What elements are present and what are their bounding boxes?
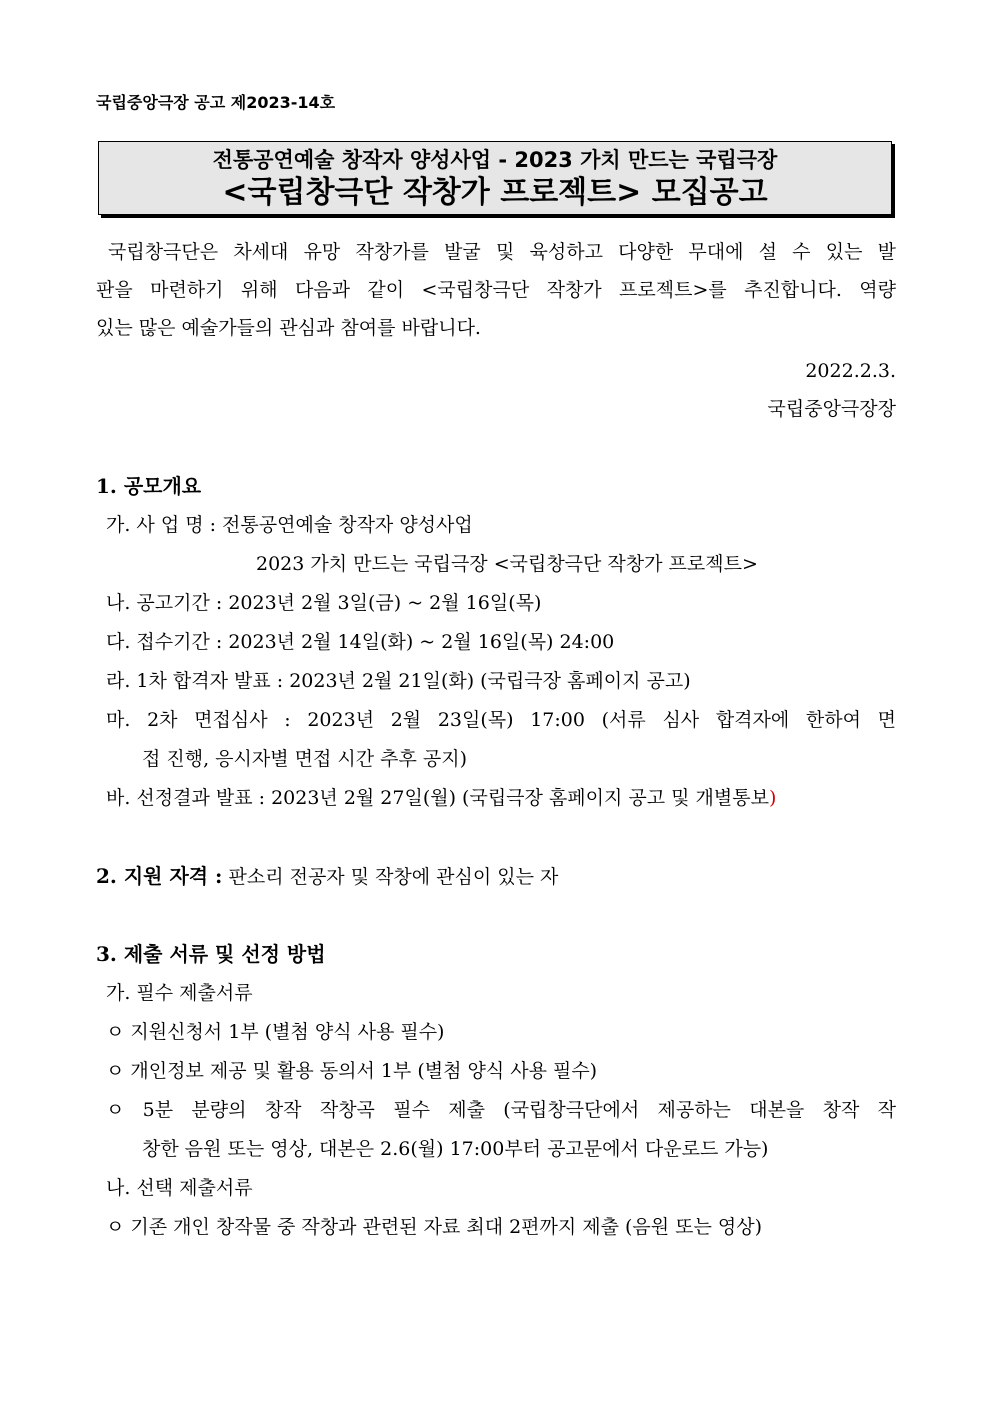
section-3-sub-a: 가. 필수 제출서류 — [106, 982, 253, 1004]
section-1-item: 2023 가치 만드는 국립극장 <국립창극단 작창가 프로젝트> — [256, 553, 758, 575]
section-1-item: 나. 공고기간 : 2023년 2월 3일(금) ~ 2월 16일(목) — [106, 592, 542, 614]
list-item: 창한 음원 또는 영상, 대본은 2.6(월) 17:00부터 공고문에서 다운로드 가능) — [142, 1138, 769, 1160]
list-item: ㅇ 기존 개인 창작물 중 작창과 관련된 자료 최대 2편까지 제출 (음원 또는 영상) — [106, 1216, 763, 1238]
section-2 — [96, 857, 558, 896]
intro-line-3: 있는 많은 예술가들의 관심과 참여를 바랍니다. — [96, 317, 481, 339]
list-item: ㅇ 지원신청서 1부 (별첨 양식 사용 필수) — [106, 1021, 445, 1043]
notice-number: 국립중앙극장 공고 제2023-14호 — [96, 93, 336, 112]
issuer: 국립중앙극장장 — [767, 398, 896, 420]
intro-line-2: 판을 마련하기 위해 다음과 같이 <국립창극단 작창가 프로젝트>를 추진합니다. 역량 — [96, 279, 896, 301]
notice-date: 2022.2.3. — [805, 360, 896, 382]
section-1-item: 마. 2차 면접심사 : 2023년 2월 23일(목) 17:00 (서류 심사 합격자에 한하여 면 — [106, 709, 896, 731]
list-item: ㅇ 5분 분량의 창작 작창곡 필수 제출 (국립창극단에서 제공하는 대본을 창작 작 — [106, 1099, 896, 1121]
section-3-title: 3. 제출 서류 및 선정 방법 — [96, 942, 326, 966]
section-3-sub-b: 나. 선택 제출서류 — [106, 1177, 253, 1199]
section-2-title: 2. 지원 자격 : — [96, 864, 223, 888]
section-1-item: 접 진행, 응시자별 면접 시간 추후 공지) — [142, 748, 468, 770]
title-line-1: 전통공연예술 창작자 양성사업 - 2023 가치 만드는 국립극장 — [212, 148, 778, 172]
intro-line-1: 국립창극단은 차세대 유망 작창가를 발굴 및 육성하고 다양한 무대에 설 수 있는 발 — [108, 241, 896, 263]
closing-paren: ) — [768, 787, 777, 809]
section-1-item: 라. 1차 합격자 발표 : 2023년 2월 21일(화) (국립극장 홈페이지 공고) — [106, 670, 691, 692]
section-1-item-text: 바. 선정결과 발표 : 2023년 2월 27일(월) (국립극장 홈페이지 공고 및 개별통보 — [106, 787, 769, 809]
section-1-item: 다. 접수기간 : 2023년 2월 14일(화) ~ 2월 16일(목) 24:00 — [106, 631, 615, 653]
section-1-title: 1. 공모개요 — [96, 474, 202, 498]
section-1-item — [106, 779, 776, 817]
section-1-item: 가. 사 업 명 : 전통공연예술 창작자 양성사업 — [106, 514, 473, 536]
section-2-text: 판소리 전공자 및 작창에 관심이 있는 자 — [228, 866, 559, 888]
title-box — [98, 141, 892, 215]
list-item: ㅇ 개인정보 제공 및 활용 동의서 1부 (별첨 양식 사용 필수) — [106, 1060, 598, 1082]
title-line-2: <국립창극단 작창가 프로젝트> 모집공고 — [222, 175, 768, 210]
